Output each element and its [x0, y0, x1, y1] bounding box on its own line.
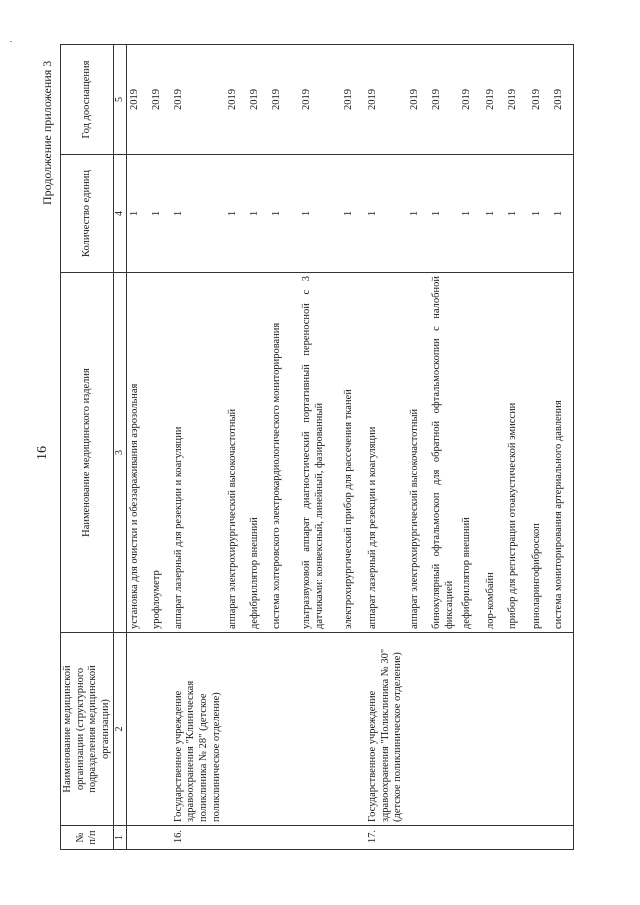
- device-cell: аппарат электрохирургический высокочастотный: [407, 273, 429, 633]
- year-cell: 2019: [247, 45, 269, 155]
- row-number: [247, 826, 269, 850]
- table-row: [551, 45, 573, 850]
- table-body: [127, 45, 573, 850]
- device-cell: лор-комбайн: [483, 273, 505, 633]
- organization-cell: [407, 633, 429, 826]
- row-number: [127, 826, 149, 850]
- quantity-cell: 1: [407, 155, 429, 273]
- organization-cell: [127, 633, 149, 826]
- device-cell: бинокулярный офтальмоскоп для обратной офтальмоскопии с налобной фиксацией: [429, 273, 459, 633]
- quantity-cell: 1: [529, 155, 551, 273]
- table-row: [429, 45, 459, 850]
- quantity-cell: 1: [171, 155, 225, 273]
- row-number: [551, 826, 573, 850]
- device-cell: система мониторирования артериального давления: [551, 273, 573, 633]
- table-row: [341, 45, 365, 850]
- organization-cell: [149, 633, 171, 826]
- quantity-cell: 1: [459, 155, 483, 273]
- header-org: Наименование медицинской организации (структурного подразделения медицинской организации): [61, 633, 114, 826]
- organization-cell: [529, 633, 551, 826]
- organization-cell: [505, 633, 529, 826]
- row-number: [225, 826, 247, 850]
- quantity-cell: 1: [299, 155, 341, 273]
- year-cell: 2019: [127, 45, 149, 155]
- device-cell: аппарат лазерный для резекции и коагуляции: [171, 273, 225, 633]
- device-cell: электрохирургический прибор для рассечения тканей: [341, 273, 365, 633]
- quantity-cell: 1: [225, 155, 247, 273]
- table-row: [127, 45, 149, 850]
- page-number: 16: [35, 446, 50, 460]
- year-cell: 2019: [299, 45, 341, 155]
- year-cell: 2019: [171, 45, 225, 155]
- device-cell: дефибриллятор внешний: [247, 273, 269, 633]
- header-row: [61, 45, 114, 850]
- row-number: [459, 826, 483, 850]
- quantity-cell: 1: [551, 155, 573, 273]
- year-cell: 2019: [429, 45, 459, 155]
- organization-cell: [299, 633, 341, 826]
- row-number: [483, 826, 505, 850]
- organization-cell: [483, 633, 505, 826]
- organization-cell: [459, 633, 483, 826]
- table-row: [225, 45, 247, 850]
- appendix-caption: Продолжение приложения 3: [40, 60, 54, 205]
- row-number: [299, 826, 341, 850]
- column-number: 5: [114, 45, 127, 155]
- organization-cell: [429, 633, 459, 826]
- organization-cell: [269, 633, 299, 826]
- column-number: 3: [114, 273, 127, 633]
- year-cell: 2019: [459, 45, 483, 155]
- table-row: [269, 45, 299, 850]
- table-row: [247, 45, 269, 850]
- year-cell: 2019: [341, 45, 365, 155]
- column-number: 1: [114, 826, 127, 850]
- table-row: [149, 45, 171, 850]
- quantity-cell: 1: [505, 155, 529, 273]
- year-cell: 2019: [269, 45, 299, 155]
- table-row: [459, 45, 483, 850]
- quantity-cell: 1: [247, 155, 269, 273]
- row-number: 16.: [171, 826, 225, 850]
- table-row: [299, 45, 341, 850]
- row-number: [149, 826, 171, 850]
- device-cell: система холтеровского электрокардиологического мониторирования: [269, 273, 299, 633]
- device-cell: установка для очистки и обеззараживания аэрозольная: [127, 273, 149, 633]
- quantity-cell: 1: [429, 155, 459, 273]
- table-row: [505, 45, 529, 850]
- quantity-cell: 1: [149, 155, 171, 273]
- table-row: [407, 45, 429, 850]
- year-cell: 2019: [365, 45, 407, 155]
- header-num: № п/п: [61, 826, 114, 850]
- organization-cell: Государственное учреждение здравоохранения "Поликлиника № 30" (детское поликлиническое отделение): [365, 633, 407, 826]
- column-number-row: [114, 45, 127, 850]
- quantity-cell: 1: [341, 155, 365, 273]
- device-cell: урофлоуметр: [149, 273, 171, 633]
- row-number: [407, 826, 429, 850]
- table-row: [171, 45, 225, 850]
- row-number: [269, 826, 299, 850]
- device-cell: прибор для регистрации отоакустической эмиссии: [505, 273, 529, 633]
- column-number: 2: [114, 633, 127, 826]
- year-cell: 2019: [149, 45, 171, 155]
- device-cell: аппарат лазерный для резекции и коагуляции: [365, 273, 407, 633]
- year-cell: 2019: [407, 45, 429, 155]
- quantity-cell: 1: [269, 155, 299, 273]
- scan-mark: ·: [6, 40, 16, 43]
- device-cell: ультразвуковой аппарат диагностический портативный переносной с 3 датчиками: конвексный, линейный, фазированный: [299, 273, 341, 633]
- header-device: Наименование медицинского изделия: [61, 273, 114, 633]
- table-row: [483, 45, 505, 850]
- header-year: Год дооснащения: [61, 45, 114, 155]
- organization-cell: [247, 633, 269, 826]
- year-cell: 2019: [505, 45, 529, 155]
- year-cell: 2019: [529, 45, 551, 155]
- device-cell: риноларингофиброскоп: [529, 273, 551, 633]
- row-number: [341, 826, 365, 850]
- equipment-table: [60, 44, 574, 850]
- device-cell: аппарат электрохирургический высокочастотный: [225, 273, 247, 633]
- organization-cell: Государственное учреждение здравоохранения "Клиническая поликлиника № 28" (детское поликлиническое отделение): [171, 633, 225, 826]
- table-row: [529, 45, 551, 850]
- header-qty: Количество единиц: [61, 155, 114, 273]
- device-cell: дефибриллятор внешний: [459, 273, 483, 633]
- row-number: [529, 826, 551, 850]
- quantity-cell: 1: [365, 155, 407, 273]
- organization-cell: [551, 633, 573, 826]
- row-number: [429, 826, 459, 850]
- organization-cell: [341, 633, 365, 826]
- year-cell: 2019: [225, 45, 247, 155]
- table-row: [365, 45, 407, 850]
- year-cell: 2019: [483, 45, 505, 155]
- year-cell: 2019: [551, 45, 573, 155]
- row-number: [505, 826, 529, 850]
- row-number: 17.: [365, 826, 407, 850]
- quantity-cell: 1: [127, 155, 149, 273]
- quantity-cell: 1: [483, 155, 505, 273]
- organization-cell: [225, 633, 247, 826]
- column-number: 4: [114, 155, 127, 273]
